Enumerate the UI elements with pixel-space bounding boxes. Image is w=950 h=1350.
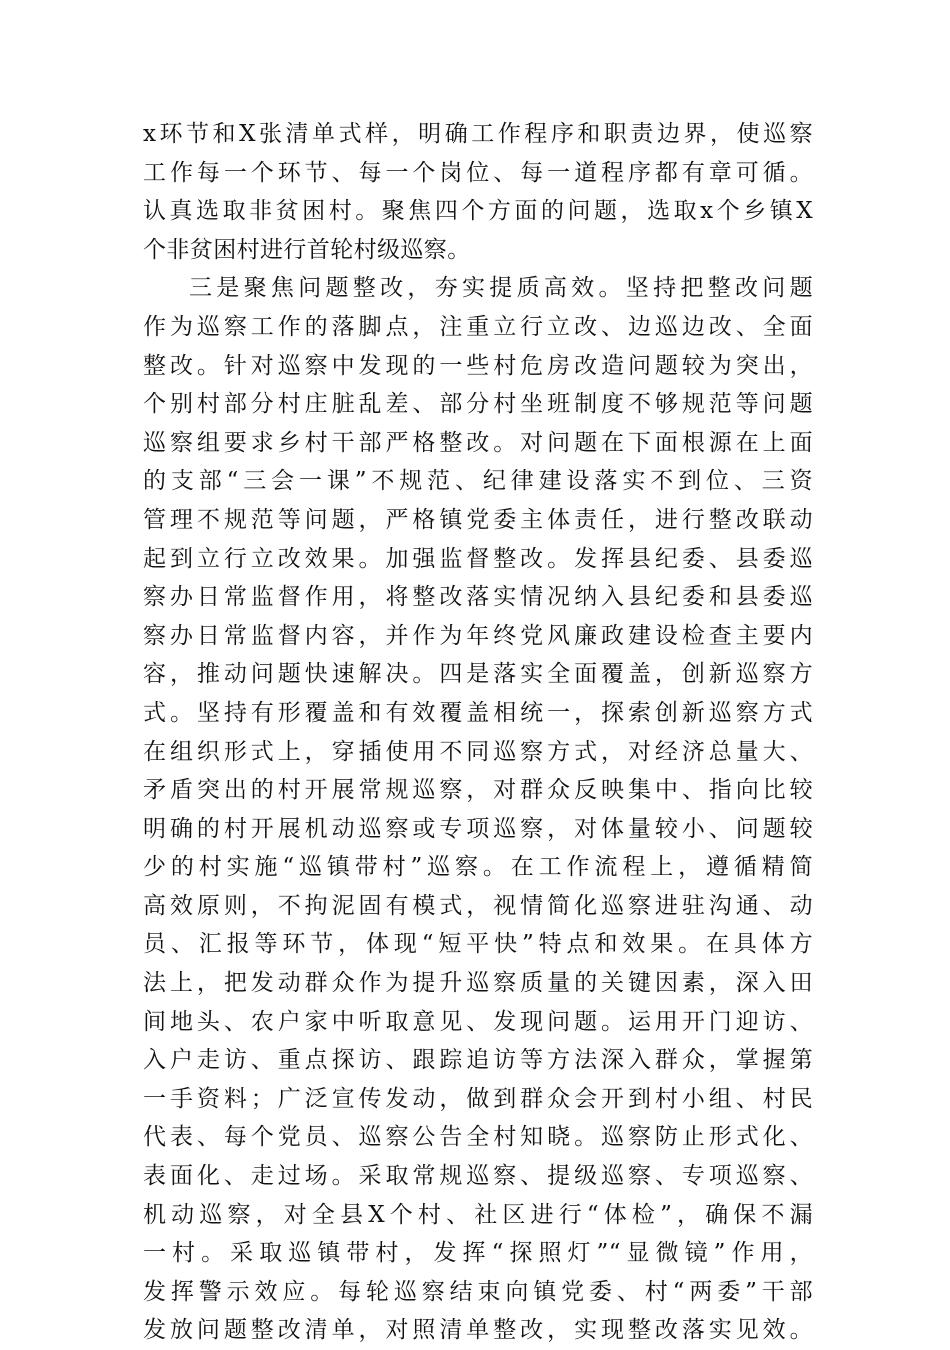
text-line: 发挥警示效应。每轮巡察结束向镇党委、村“两委”干部	[143, 1278, 813, 1305]
text-line: 明确的村开展机动巡察或专项巡察，对体量较小、问题较	[143, 815, 813, 842]
text-line: 少的村实施“巡镇带村”巡察。在工作流程上，遵循精简	[143, 854, 813, 881]
text-line: 表面化、走过场。采取常规巡察、提级巡察、专项巡察、	[143, 1163, 813, 1190]
text-line: 三是聚焦问题整改，夯实提质高效。坚持把整改问题	[189, 275, 813, 302]
text-line: 矛盾突出的村开展常规巡察，对群众反映集中、指向比较	[143, 777, 813, 804]
text-line: 巡察组要求乡村干部严格整改。对问题在下面根源在上面	[143, 429, 813, 456]
text-line: 作为巡察工作的落脚点，注重立行立改、边巡边改、全面	[143, 313, 813, 340]
text-line: 一村。采取巡镇带村，发挥“探照灯”“显微镜”作用，	[143, 1240, 813, 1267]
text-line: 法上，把发动群众作为提升巡察质量的关键因素，深入田	[143, 970, 813, 997]
text-line: 高效原则，不拘泥固有模式，视情简化巡察进驻沟通、动	[143, 892, 813, 919]
body-text	[143, 115, 813, 1350]
text-line: 在组织形式上，穿插使用不同巡察方式，对经济总量大、	[143, 738, 813, 765]
text-line: 员、汇报等环节，体现“短平快”特点和效果。在具体方	[143, 931, 813, 958]
text-line: 入户走访、重点探访、跟踪追访等方法深入群众，掌握第	[143, 1047, 813, 1074]
text-line: 机动巡察，对全县X个村、社区进行“体检”，确保不漏	[143, 1201, 813, 1228]
text-line: 间地头、农户家中听取意见、发现问题。运用开门迎访、	[143, 1008, 813, 1035]
text-line: 代表、每个党员、巡察公告全村知晓。巡察防止形式化、	[143, 1124, 813, 1151]
text-line: 发放问题整改清单，对照清单整改，实现整改落实见效。	[143, 1317, 813, 1344]
text-line: 式。坚持有形覆盖和有效覆盖相统一，探索创新巡察方式	[143, 699, 813, 726]
text-line: 察办日常监督作用，将整改落实情况纳入县纪委和县委巡	[143, 584, 813, 611]
text-line: 工作每一个环节、每一个岗位、每一道程序都有章可循。	[143, 159, 813, 186]
text-line: 管理不规范等问题，严格镇党委主体责任，进行整改联动	[143, 506, 813, 533]
text-line: 起到立行立改效果。加强监督整改。发挥县纪委、县委巡	[143, 545, 813, 572]
text-line: x环节和X张清单式样，明确工作程序和职责边界，使巡察	[143, 121, 813, 147]
text-line: 个别村部分村庄脏乱差、部分村坐班制度不够规范等问题	[143, 391, 813, 418]
text-line: 一手资料；广泛宣传发动，做到群众会开到村小组、村民	[143, 1085, 813, 1112]
text-line: 容，推动问题快速解决。四是落实全面覆盖，创新巡察方	[143, 661, 813, 688]
text-line: 个非贫困村进行首轮村级巡察。	[143, 236, 471, 263]
text-line: 整改。针对巡察中发现的一些村危房改造问题较为突出，	[143, 352, 813, 379]
text-line: 察办日常监督内容，并作为年终党风廉政建设检查主要内	[143, 622, 813, 649]
text-line: 的支部“三会一课”不规范、纪律建设落实不到位、三资	[143, 468, 813, 495]
text-line: 认真选取非贫困村。聚焦四个方面的问题，选取x个乡镇X	[143, 198, 813, 225]
